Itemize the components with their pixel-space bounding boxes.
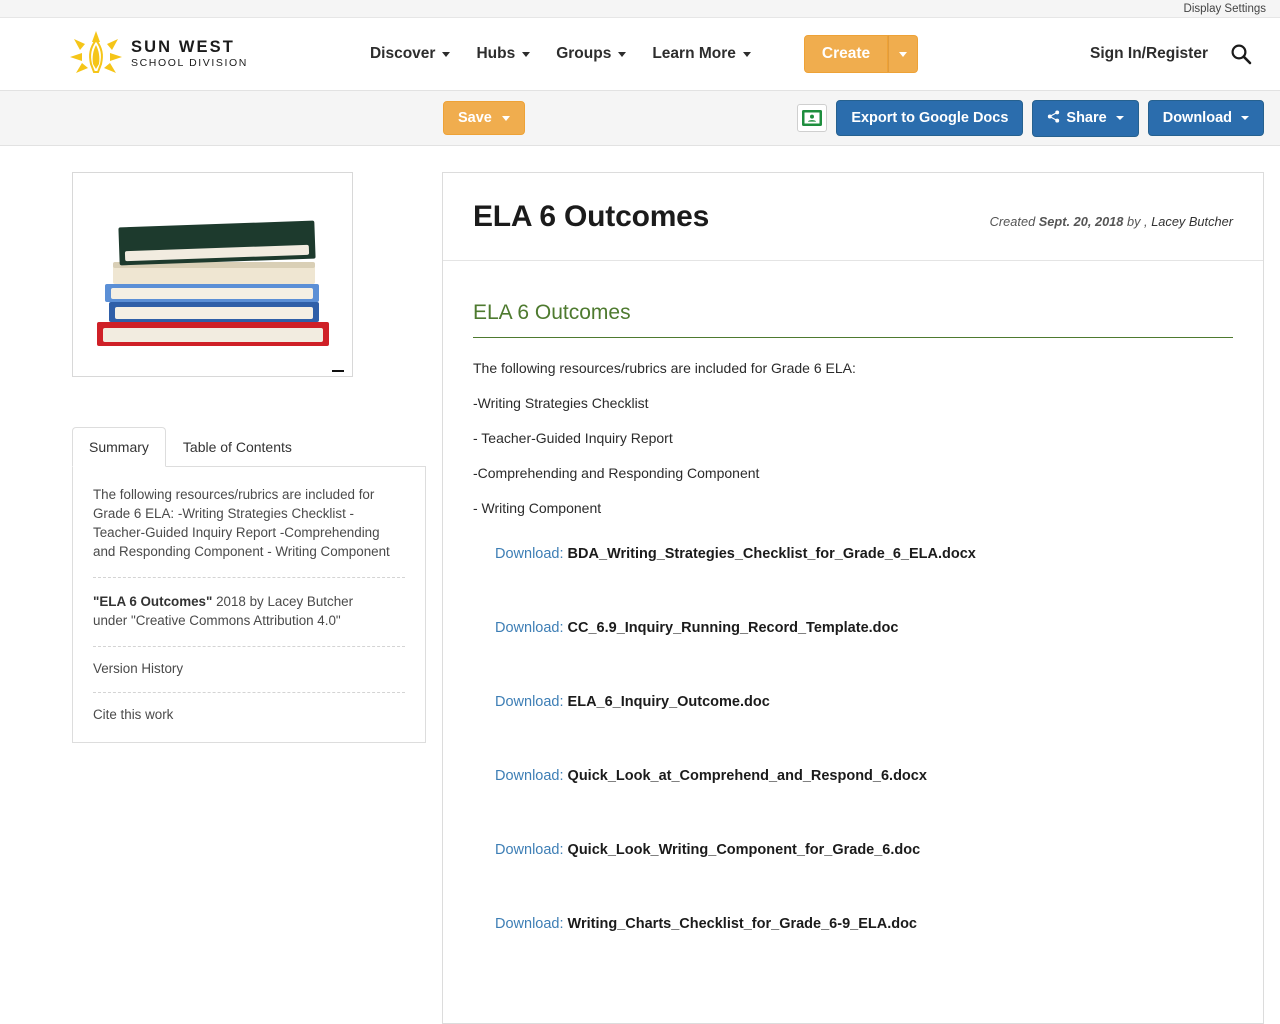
document-paragraph: - Writing Component [473, 500, 602, 516]
share-button-label: Share [1066, 110, 1107, 126]
download-filename[interactable]: Quick_Look_at_Comprehend_and_Respond_6.docx [567, 768, 927, 784]
download-link[interactable]: Download: [495, 842, 564, 858]
download-button[interactable] [1148, 100, 1264, 136]
document-paragraph: -Comprehending and Responding Component [473, 465, 760, 481]
document-heading: ELA 6 Outcomes [473, 301, 1233, 338]
document-paragraph: The following resources/rubrics are included for Grade 6 ELA: [473, 360, 856, 376]
created-date: Sept. 20, 2018 [1038, 214, 1124, 229]
thumbnail-marker [332, 370, 344, 372]
download-item [495, 916, 1233, 932]
create-dropdown-toggle[interactable] [888, 35, 918, 73]
download-item [495, 620, 1233, 636]
download-item [495, 694, 1233, 710]
document-action-bar [0, 91, 1280, 146]
attribution-rest: 2018 by Lacey Butcher [212, 594, 354, 610]
attribution-license: under "Creative Commons Attribution 4.0" [93, 613, 341, 629]
sidebar-tabs [72, 427, 426, 467]
stack-of-books-icon [95, 200, 331, 350]
google-classroom-share-button[interactable] [797, 104, 827, 132]
document-meta [990, 214, 1233, 229]
create-button[interactable]: Create [804, 35, 888, 73]
caret-down-icon [1116, 116, 1124, 120]
share-button[interactable] [1032, 100, 1138, 137]
download-link[interactable]: Download: [495, 916, 564, 932]
create-button-group [804, 35, 918, 73]
download-filename[interactable]: BDA_Writing_Strategies_Checklist_for_Grade_6_ELA.docx [567, 546, 976, 562]
chevron-down-icon [442, 52, 450, 57]
brand-text [131, 39, 248, 68]
download-button-label: Download [1162, 110, 1232, 126]
summary-panel [72, 467, 426, 743]
nav-right-group [1090, 43, 1252, 65]
divider [93, 646, 405, 647]
search-icon[interactable] [1230, 43, 1252, 65]
document-panel [442, 172, 1264, 1024]
main-navigation-bar [0, 18, 1280, 91]
author-name[interactable]: Lacey Butcher [1151, 214, 1233, 229]
document-body [443, 261, 1263, 932]
download-item [495, 768, 1233, 784]
sign-in-register-link[interactable]: Sign In/Register [1090, 45, 1208, 62]
share-icon [1047, 110, 1060, 127]
version-history-link[interactable]: Version History [93, 661, 184, 677]
divider [93, 577, 405, 578]
chevron-down-icon [899, 52, 907, 57]
by-label: by , [1126, 214, 1148, 229]
nav-item-learn-more-label: Learn More [652, 45, 736, 62]
document-paragraph: - Teacher-Guided Inquiry Report [473, 430, 673, 446]
action-bar-right-group [797, 100, 1264, 137]
top-utility-bar [0, 0, 1280, 18]
page-content [0, 146, 1280, 1024]
tab-table-of-contents[interactable]: Table of Contents [182, 439, 292, 455]
save-button-label: Save [458, 110, 492, 126]
download-filename[interactable]: ELA_6_Inquiry_Outcome.doc [567, 694, 770, 710]
summary-text: The following resources/rubrics are included for Grade 6 ELA: -Writing Strategies Checklist - Teacher-Guided Inquiry Report -Comprehending and Responding Component - Writing Component [93, 487, 390, 560]
sun-west-sun-icon [70, 31, 122, 77]
tab-summary[interactable]: Summary [72, 427, 166, 467]
download-link[interactable]: Download: [495, 546, 564, 562]
document-paragraph: -Writing Strategies Checklist [473, 395, 649, 411]
attribution-title: "ELA 6 Outcomes" [93, 594, 213, 610]
download-item [495, 842, 1233, 858]
download-filename[interactable]: CC_6.9_Inquiry_Running_Record_Template.doc [567, 620, 899, 636]
download-link[interactable]: Download: [495, 620, 564, 636]
download-filename[interactable]: Quick_Look_Writing_Component_for_Grade_6.doc [567, 842, 921, 858]
created-label: Created [989, 214, 1036, 229]
nav-links [370, 35, 918, 73]
brand-line-1: SUN WEST [131, 38, 235, 57]
page-title: ELA 6 Outcomes [473, 200, 710, 233]
caret-down-icon [1241, 116, 1249, 120]
nav-item-hubs-label: Hubs [476, 45, 516, 62]
chevron-down-icon [618, 52, 626, 57]
download-item [495, 546, 1233, 562]
nav-item-groups-label: Groups [556, 45, 612, 62]
nav-item-discover-label: Discover [369, 45, 436, 62]
nav-item-groups[interactable] [556, 45, 626, 63]
divider [93, 692, 405, 693]
resource-thumbnail[interactable] [72, 172, 353, 377]
document-header [443, 173, 1263, 261]
left-sidebar [16, 172, 426, 1024]
attribution-block [93, 592, 405, 630]
document-column [442, 172, 1264, 1024]
display-settings-link[interactable]: Display Settings [1183, 2, 1266, 15]
save-button[interactable] [443, 101, 525, 135]
nav-item-hubs[interactable] [476, 45, 530, 63]
site-logo[interactable] [70, 31, 248, 77]
brand-line-2: SCHOOL DIVISION [131, 56, 248, 69]
download-link[interactable]: Download: [495, 768, 564, 784]
chevron-down-icon [743, 52, 751, 57]
download-link[interactable]: Download: [495, 694, 564, 710]
nav-item-learn-more[interactable] [652, 45, 751, 63]
nav-item-discover[interactable] [370, 45, 450, 63]
chevron-down-icon [522, 52, 530, 57]
export-to-google-docs-button[interactable]: Export to Google Docs [836, 100, 1023, 136]
chevron-down-icon [502, 116, 510, 121]
download-filename[interactable]: Writing_Charts_Checklist_for_Grade_6-9_ELA.doc [567, 916, 917, 932]
cite-this-work-link[interactable]: Cite this work [93, 707, 174, 723]
